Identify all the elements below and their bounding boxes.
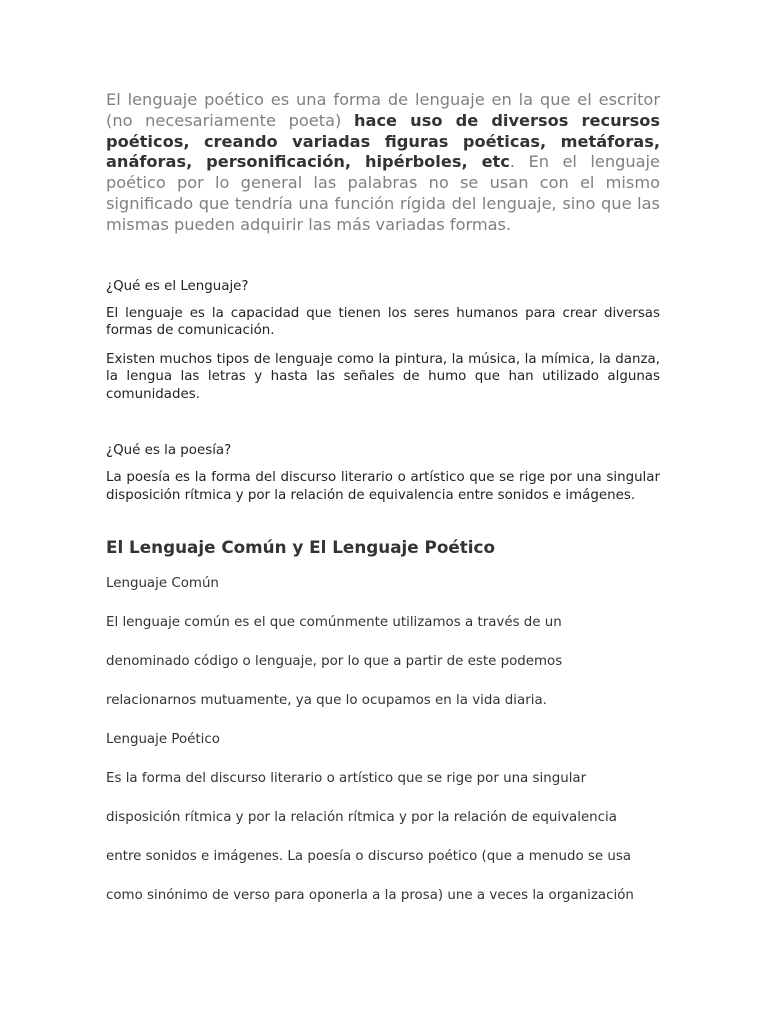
- comun-line: El lenguaje común es el que comúnmente utilizamos a través de un: [106, 615, 562, 631]
- intro-text-part1: El lenguaje poético es una forma de lenguaje en la que el escritor (no necesariamente poeta): [106, 90, 660, 130]
- poetico-line: Es la forma del discurso literario o artístico que se rige por una singular: [106, 771, 587, 787]
- question-lenguaje: ¿Qué es el Lenguaje?: [106, 278, 249, 294]
- subheading-lenguaje-comun: Lenguaje Común: [106, 576, 219, 592]
- intro-text-part2: . En el lenguaje poético por lo general las palabras no se usan con el mismo significado que tendría una función rígida del lenguaje, sino que las mismas pueden adquirir las más variadas formas.: [106, 152, 661, 234]
- intro-bold-text: hace uso de diversos recursos poéticos, creando variadas figuras poéticas, metáforas, anáforas, personificación, hipérboles, etc: [106, 110, 660, 172]
- subheading-lenguaje-poetico: Lenguaje Poético: [106, 732, 220, 748]
- intro-paragraph: [106, 90, 660, 236]
- paragraph-lenguaje-types: Existen muchos tipos de lenguaje como la pintura, la música, la mímica, la danza, la lengua las letras y hasta las señales de humo que han utilizado algunas comunidades.: [106, 351, 660, 402]
- poetico-line: entre sonidos e imágenes. La poesía o discurso poético (que a menudo se usa: [106, 849, 632, 865]
- comun-line: relacionarnos mutuamente, ya que lo ocupamos en la vida diaria.: [106, 693, 547, 709]
- section-heading: El Lenguaje Común y El Lenguaje Poético: [106, 537, 495, 558]
- question-poesia: ¿Qué es la poesía?: [106, 443, 232, 459]
- poetico-line: como sinónimo de verso para oponerla a la prosa) une a veces la organización: [106, 888, 634, 904]
- paragraph-poesia-definition: La poesía es la forma del discurso literario o artístico que se rige por una singular disposición rítmica y por la relación de equivalencia entre sonidos e imágenes.: [106, 470, 660, 503]
- poetico-line: disposición rítmica y por la relación rítmica y por la relación de equivalencia: [106, 810, 617, 826]
- document-page: [106, 90, 660, 905]
- comun-line: denominado código o lenguaje, por lo que a partir de este podemos: [106, 654, 563, 670]
- paragraph-lenguaje-definition: El lenguaje es la capacidad que tienen los seres humanos para crear diversas formas de comunicación.: [106, 305, 660, 339]
